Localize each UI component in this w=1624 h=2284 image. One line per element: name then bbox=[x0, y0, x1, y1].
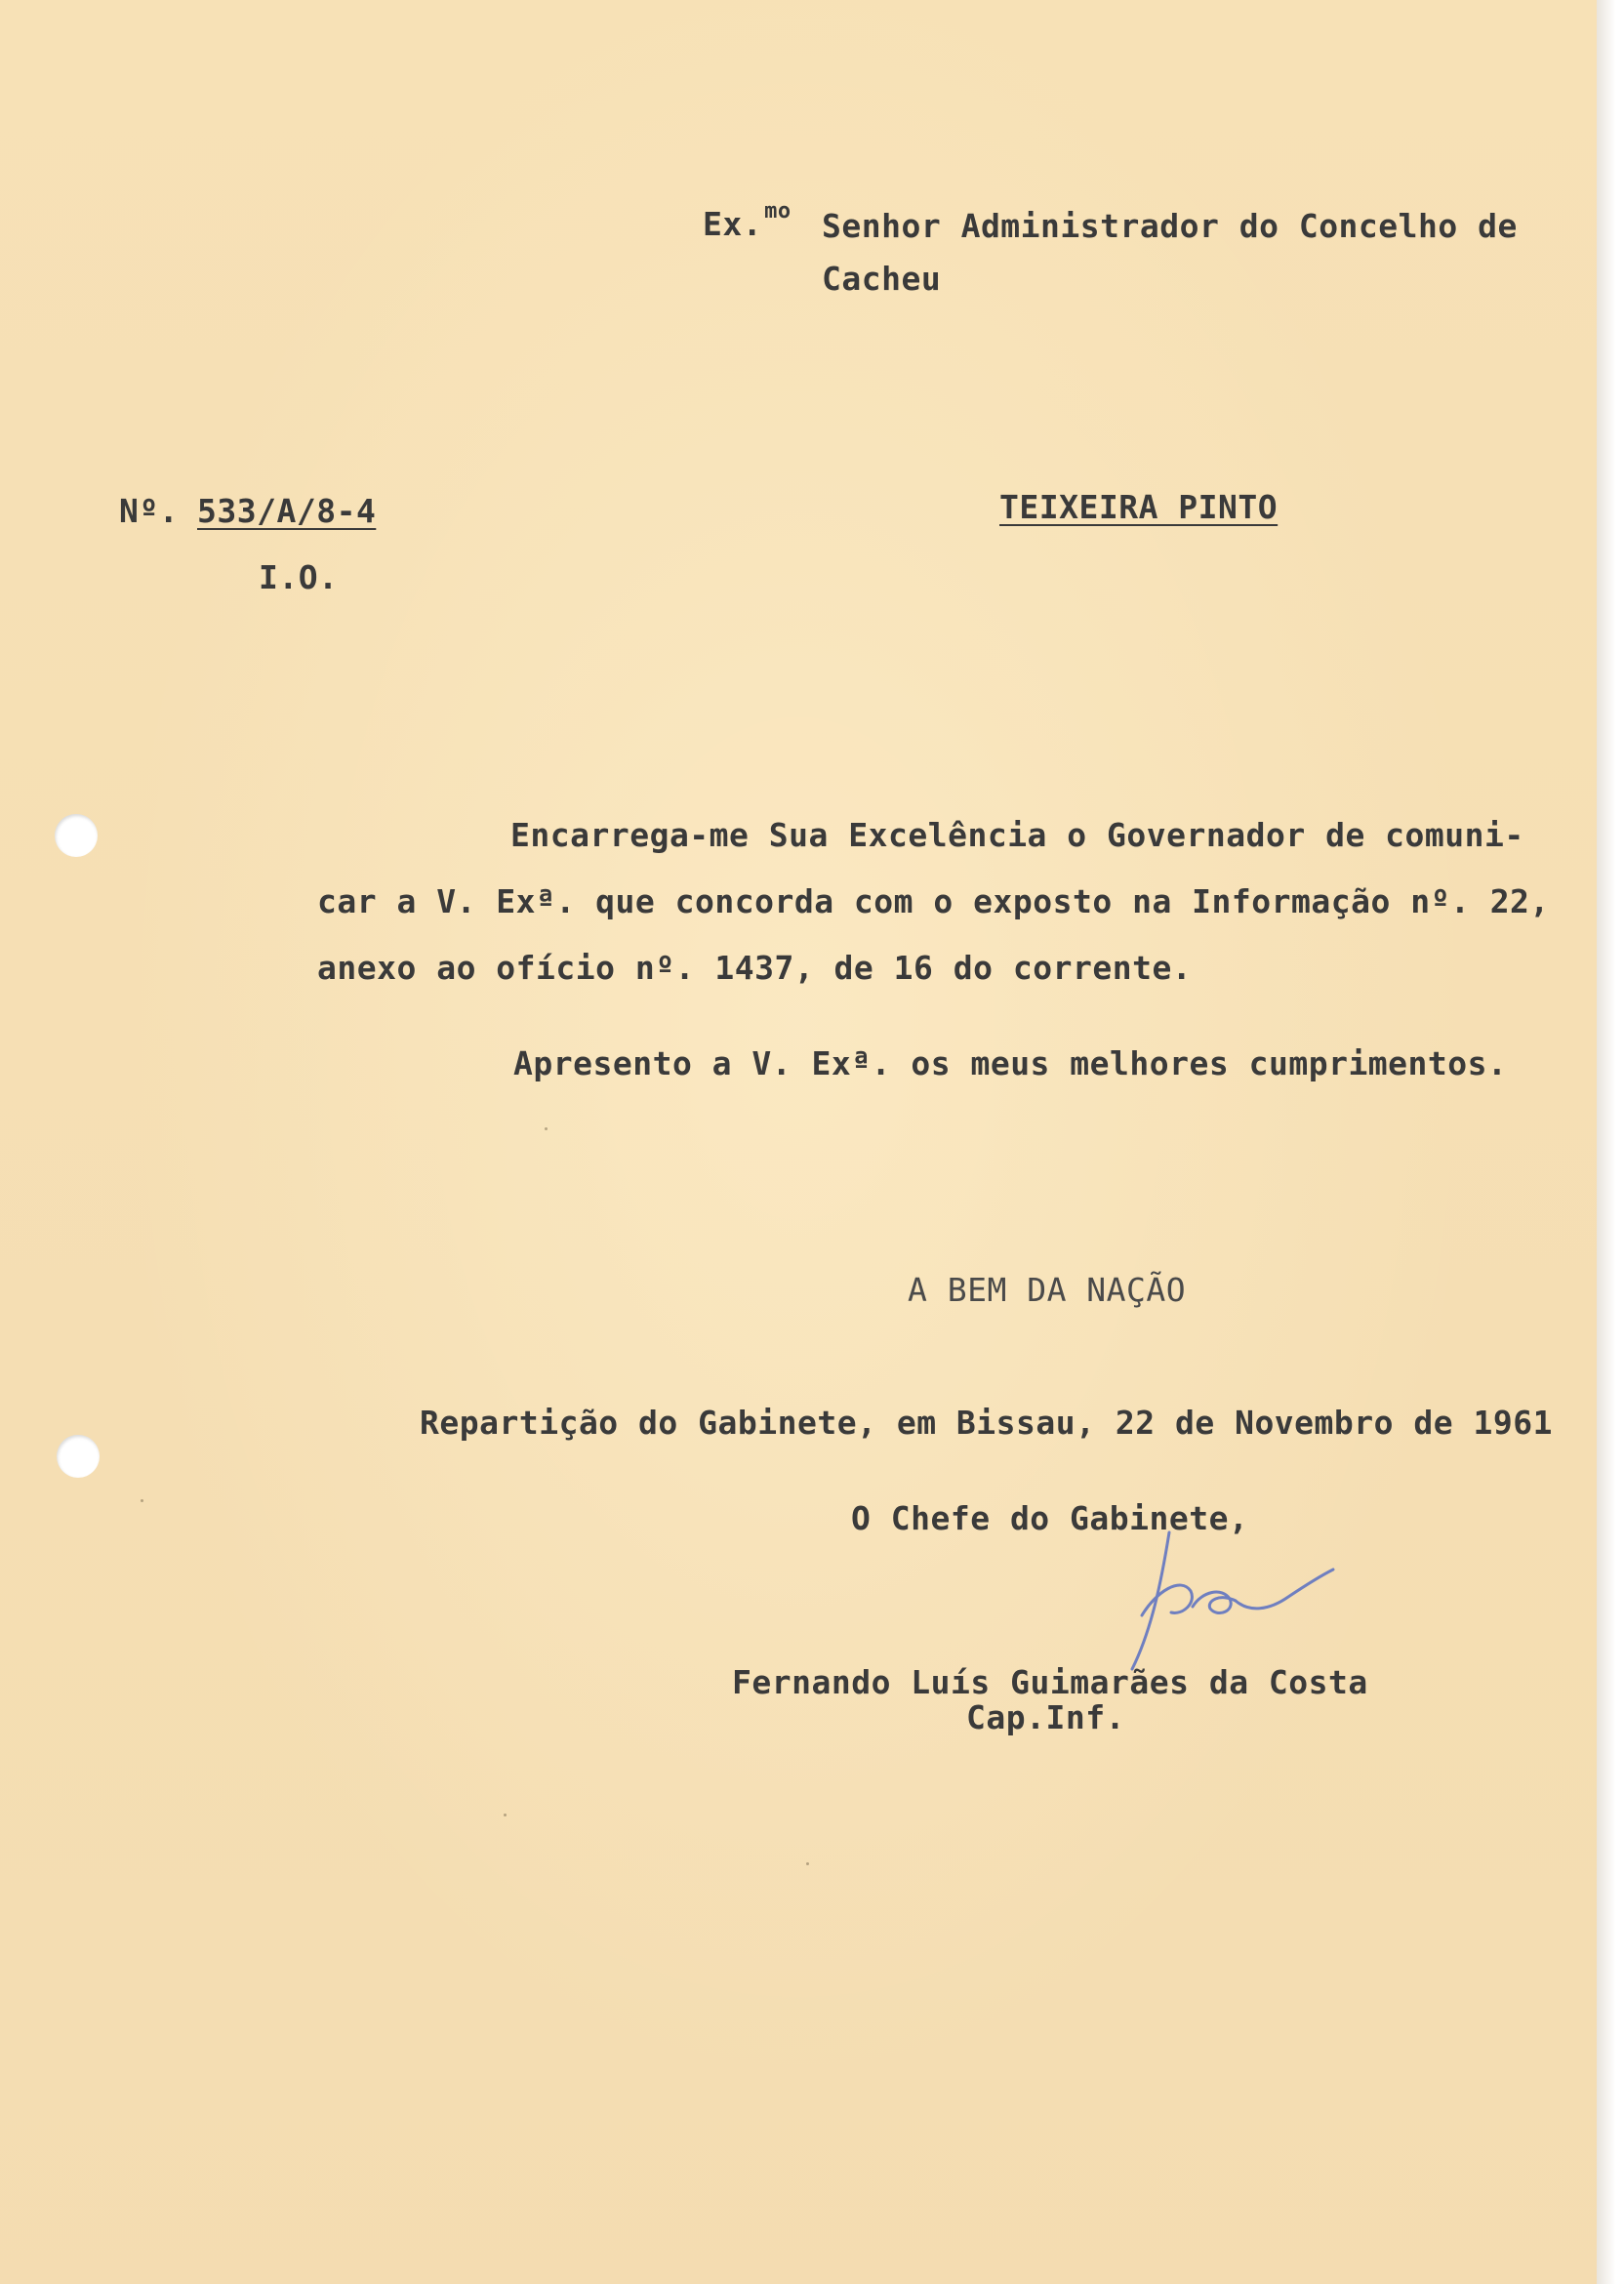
punch-hole-bottom bbox=[57, 1435, 100, 1478]
closing-motto: A BEM DA NAÇÃO bbox=[908, 1271, 1187, 1309]
addressee-title-text: Ex. bbox=[703, 205, 763, 243]
reference-code: I.O. bbox=[259, 558, 339, 596]
handwritten-signature bbox=[1113, 1523, 1405, 1718]
body-paragraph-1-line-3: anexo ao ofício nº. 1437, de 16 do corrente. bbox=[317, 949, 1193, 987]
punch-hole-top bbox=[55, 814, 98, 857]
paper-speck bbox=[806, 1862, 809, 1865]
place-and-date: Repartição do Gabinete, em Bissau, 22 de Novembro de 1961 bbox=[420, 1404, 1553, 1442]
signatory-name: Fernando Luís Guimarães da Costa bbox=[732, 1663, 1368, 1701]
page-edge-shadow bbox=[1597, 0, 1624, 2284]
addressee-line-2: Cacheu bbox=[822, 260, 942, 298]
addressee-title bbox=[703, 199, 792, 243]
body-paragraph-1-line-1: Encarrega-me Sua Excelência o Governador de comuni- bbox=[510, 816, 1524, 854]
signatory-rank: Cap.Inf. bbox=[966, 1698, 1125, 1736]
paper-speck bbox=[141, 1499, 143, 1502]
reference-number: 533/A/8-4 bbox=[197, 492, 377, 530]
paper-speck bbox=[545, 1127, 548, 1130]
reference-number-label: Nº. bbox=[119, 492, 180, 530]
destination: TEIXEIRA PINTO bbox=[999, 488, 1279, 526]
paper-speck bbox=[504, 1814, 507, 1816]
addressee-title-superscript: mo bbox=[764, 199, 792, 224]
body-paragraph-1-line-2: car a V. Exª. que concorda com o exposto na Informação nº. 22, bbox=[317, 882, 1550, 920]
body-paragraph-2: Apresento a V. Exª. os meus melhores cumprimentos. bbox=[513, 1044, 1508, 1082]
signatory-role: O Chefe do Gabinete, bbox=[851, 1499, 1249, 1537]
addressee-line-1: Senhor Administrador do Concelho de bbox=[822, 207, 1518, 245]
